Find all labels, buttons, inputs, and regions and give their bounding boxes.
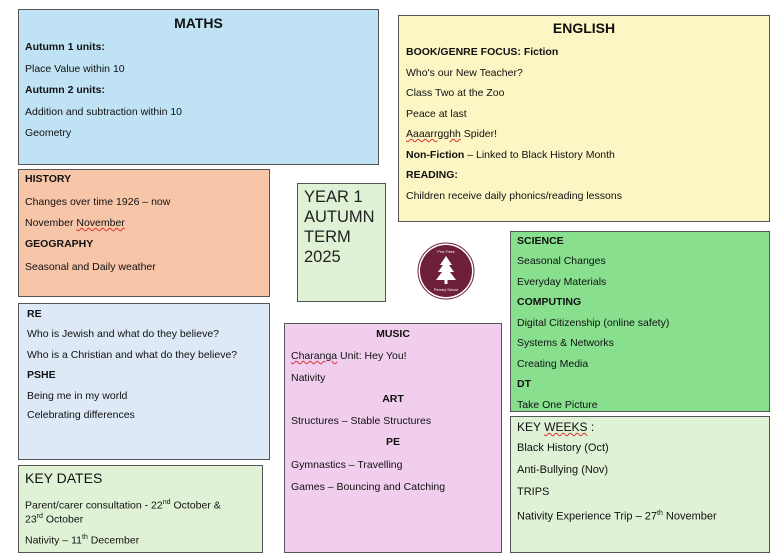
key-week-item: Anti-Bullying (Nov) — [517, 464, 609, 476]
english-reading-text: Children receive daily phonics/reading lessons — [406, 190, 622, 202]
year-line: YEAR 1 — [304, 188, 363, 206]
english-focus-label: BOOK/GENRE FOCUS: Fiction — [406, 46, 559, 58]
key-weeks-box — [510, 416, 770, 553]
english-book-spider — [406, 128, 497, 140]
svg-text:Pine Trees: Pine Trees — [437, 250, 455, 254]
svg-text:Primary School: Primary School — [433, 288, 459, 292]
kd3-sup: th — [82, 534, 88, 541]
pshe-title: PSHE — [27, 369, 56, 381]
kd2-sup: rd — [36, 513, 43, 520]
key-weeks-title-c: : — [587, 420, 595, 434]
year-line: AUTUMN — [304, 208, 375, 226]
school-logo — [417, 242, 475, 300]
music-unit-text: Unit: Hey You! — [337, 350, 407, 362]
english-book: Who's our New Teacher? — [406, 67, 523, 79]
key-week-item: Black History (Oct) — [517, 442, 609, 454]
year-line: TERM — [304, 228, 351, 246]
history-month-squiggle: November — [76, 217, 125, 229]
english-nonfiction — [406, 149, 615, 161]
history-title: HISTORY — [25, 173, 72, 185]
nonfiction-text: – Linked to Black History Month — [464, 149, 615, 161]
music-box — [284, 323, 502, 553]
kd2-a: 23 — [25, 513, 37, 526]
key-dates-box — [18, 465, 263, 553]
pshe-item: Celebrating differences — [27, 409, 135, 421]
english-title: ENGLISH — [552, 20, 616, 36]
kd3-b: December — [87, 534, 140, 547]
kd1-b: October & — [170, 499, 221, 512]
history-box — [18, 169, 270, 297]
trips-title: TRIPS — [517, 486, 550, 498]
kd3-a: Nativity – 11 — [25, 534, 82, 547]
art-item: Structures – Stable Structures — [291, 415, 432, 427]
kd1-sup: nd — [162, 499, 171, 506]
english-box — [398, 15, 770, 222]
science-item: Everyday Materials — [517, 276, 607, 288]
key-date-line — [25, 497, 221, 512]
maths-box — [18, 9, 379, 165]
music-unit — [291, 350, 407, 362]
squiggle-word: Aaaarrgghh — [406, 128, 461, 140]
science-box — [510, 231, 770, 412]
history-line: Changes over time 1926 – now — [25, 196, 171, 208]
dt-title: DT — [517, 378, 531, 390]
pe-item: Games – Bouncing and Catching — [291, 481, 446, 493]
computing-item: Digital Citizenship (online safety) — [517, 317, 670, 329]
re-title: RE — [27, 308, 42, 320]
key-weeks-title-a: KEY — [517, 420, 545, 434]
pe-title: PE — [385, 436, 400, 448]
trip-tail: November — [662, 510, 717, 523]
geography-title: GEOGRAPHY — [25, 238, 94, 250]
maths-title: MATHS — [174, 15, 223, 31]
trip-item — [517, 508, 717, 523]
computing-item: Systems & Networks — [517, 337, 614, 349]
kd2-b: October — [42, 513, 84, 526]
maths-autumn2-item: Addition and subtraction within 10 — [25, 106, 183, 118]
english-book: Peace at last — [406, 108, 467, 120]
year-term-text — [304, 187, 375, 267]
trip-sup: th — [657, 510, 663, 517]
pine-tree-icon — [417, 242, 475, 300]
art-title: ART — [382, 393, 404, 405]
re-item: Who is a Christian and what do they believe? — [27, 349, 238, 361]
trip-text: Nativity Experience Trip – 27 — [517, 510, 658, 523]
maths-autumn2-item: Geometry — [25, 127, 72, 139]
english-book: Class Two at the Zoo — [406, 87, 505, 99]
re-item: Who is Jewish and what do they believe? — [27, 328, 220, 340]
re-box — [18, 303, 270, 460]
science-item: Seasonal Changes — [517, 255, 606, 267]
dt-item: Take One Picture — [517, 399, 598, 411]
pshe-item: Being me in my world — [27, 390, 128, 402]
key-date-line — [25, 511, 83, 526]
maths-autumn1-item: Place Value within 10 — [25, 63, 125, 75]
key-dates-title: KEY DATES — [25, 470, 103, 486]
history-line — [25, 217, 125, 229]
english-book-rest: Spider! — [463, 128, 498, 140]
english-reading-label: READING: — [406, 169, 458, 181]
key-weeks-title — [517, 420, 594, 434]
science-title: SCIENCE — [517, 235, 564, 247]
geography-line: Seasonal and Daily weather — [25, 261, 156, 273]
nonfiction-label: Non-Fiction — [406, 149, 465, 161]
charanga-word: Charanga — [291, 350, 338, 362]
music-title: MUSIC — [376, 328, 410, 340]
kd1-a: Parent/carer consultation - 22 — [25, 499, 163, 512]
computing-title: COMPUTING — [517, 296, 582, 308]
maths-autumn2-label: Autumn 2 units: — [25, 84, 105, 96]
history-month: November — [25, 217, 77, 229]
maths-autumn1-label: Autumn 1 units: — [25, 41, 105, 53]
key-date-line — [25, 532, 139, 547]
key-weeks-title-b: WEEKS — [544, 420, 588, 434]
pe-item: Gymnastics – Travelling — [291, 459, 403, 471]
computing-item: Creating Media — [517, 358, 589, 370]
music-nativity: Nativity — [291, 372, 326, 384]
year-term-box — [297, 183, 386, 302]
year-line: 2025 — [304, 248, 341, 266]
